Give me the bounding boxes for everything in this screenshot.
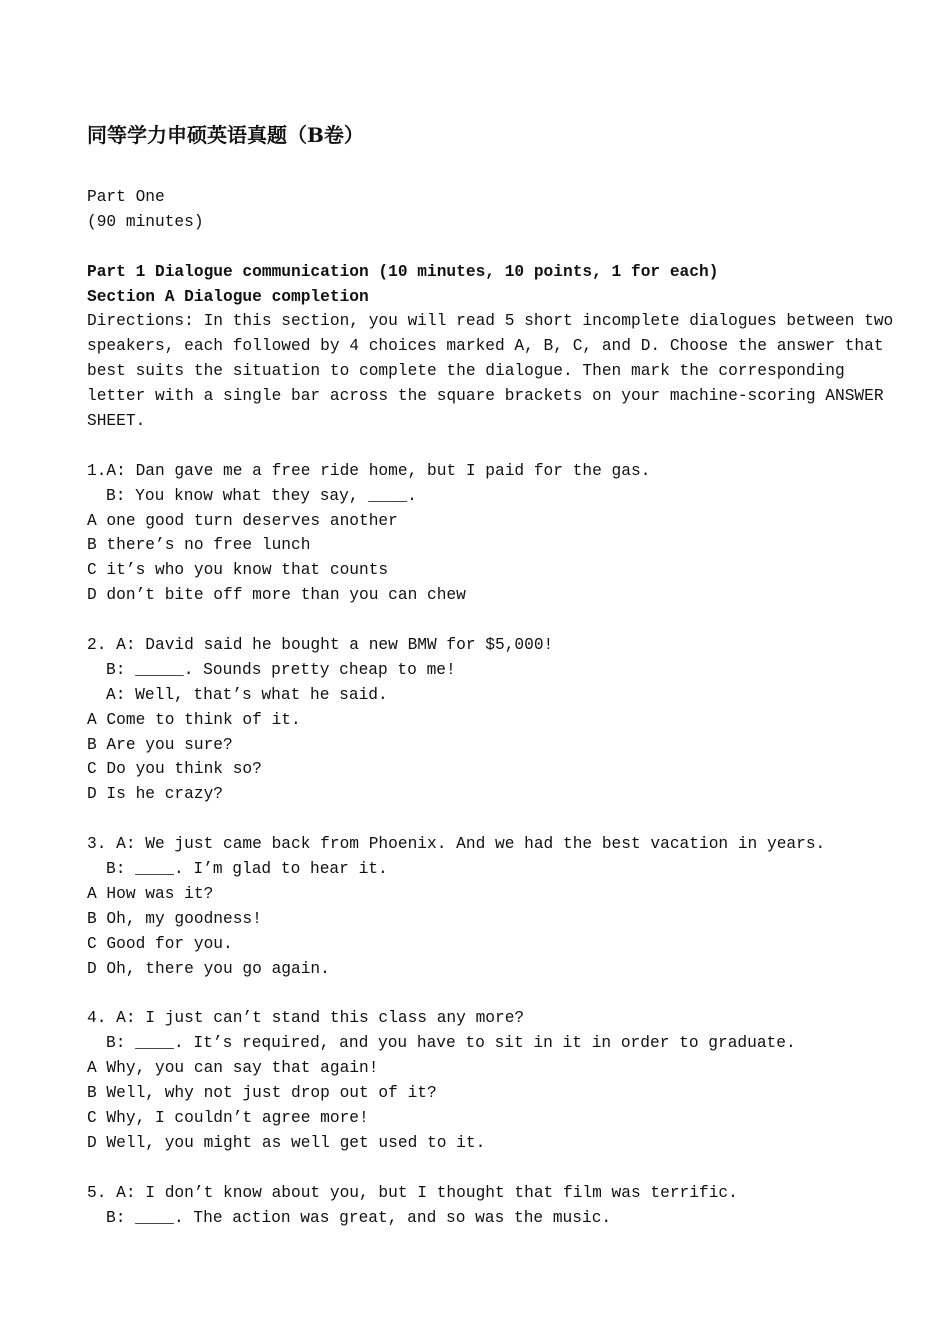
section-a-heading: Section A Dialogue completion: [87, 287, 369, 306]
answer-option: A Come to think of it.: [87, 710, 301, 729]
dialogue-line: B: ____. I’m glad to hear it.: [106, 860, 388, 879]
question-prompt: 1.A: Dan gave me a free ride home, but I paid for the gas.: [87, 461, 651, 480]
document-page: [87, 120, 894, 1230]
document-title: 同等学力申硕英语真题（B卷）: [87, 123, 364, 147]
question-prompt: 2. A: David said he bought a new BMW for $5,000!: [87, 636, 554, 655]
answer-option: D Well, you might as well get used to it.: [87, 1133, 486, 1152]
dialogue-line: B: ____. The action was great, and so was the music.: [106, 1208, 612, 1227]
dialogue-line: A: Well, that’s what he said.: [106, 685, 388, 704]
answer-option: D Is he crazy?: [87, 785, 223, 804]
question-prompt: 5. A: I don’t know about you, but I thought that film was terrific.: [87, 1183, 738, 1202]
directions-line: Directions: In this section, you will read 5 short incomplete dialogues between two: [87, 312, 894, 331]
directions-line: speakers, each followed by 4 choices marked A, B, C, and D. Choose the answer that: [87, 337, 884, 356]
part1-heading: Part 1 Dialogue communication (10 minutes, 10 points, 1 for each): [87, 262, 719, 281]
question-4: [87, 1006, 887, 1155]
question-prompt: 4. A: I just can’t stand this class any more?: [87, 1009, 525, 1028]
answer-option: B Are you sure?: [87, 735, 233, 754]
question-prompt: 3. A: We just came back from Phoenix. And we had the best vacation in years.: [87, 835, 826, 854]
directions: [87, 309, 894, 433]
answer-option: C Do you think so?: [87, 760, 262, 779]
dialogue-line: B: You know what they say, ____.: [106, 486, 417, 505]
dialogue-line: B: ____. It’s required, and you have to sit in it in order to graduate.: [106, 1034, 796, 1053]
answer-option: A one good turn deserves another: [87, 511, 398, 530]
answer-option: A How was it?: [87, 884, 214, 903]
question-5: [87, 1181, 887, 1231]
answer-option: C Good for you.: [87, 934, 233, 953]
answer-option: A Why, you can say that again!: [87, 1059, 379, 1078]
answer-option: B Oh, my goodness!: [87, 909, 262, 928]
answer-option: D Oh, there you go again.: [87, 959, 330, 978]
answer-option: D don’t bite off more than you can chew: [87, 586, 466, 605]
directions-line: SHEET.: [87, 412, 146, 431]
answer-option: C it’s who you know that counts: [87, 561, 389, 580]
part-label: Part One: [87, 188, 165, 206]
exam-duration: (90 minutes): [87, 212, 204, 231]
answer-option: B Well, why not just drop out of it?: [87, 1084, 437, 1103]
directions-line: letter with a single bar across the square brackets on your machine-scoring ANSWER: [87, 387, 884, 406]
answer-option: B there’s no free lunch: [87, 536, 311, 555]
answer-option: C Why, I couldn’t agree more!: [87, 1108, 369, 1127]
dialogue-line: B: _____. Sounds pretty cheap to me!: [106, 660, 456, 679]
question-1: [87, 459, 887, 608]
question-2: [87, 633, 887, 807]
directions-line: best suits the situation to complete the dialogue. Then mark the corresponding: [87, 362, 845, 381]
question-3: [87, 832, 887, 981]
